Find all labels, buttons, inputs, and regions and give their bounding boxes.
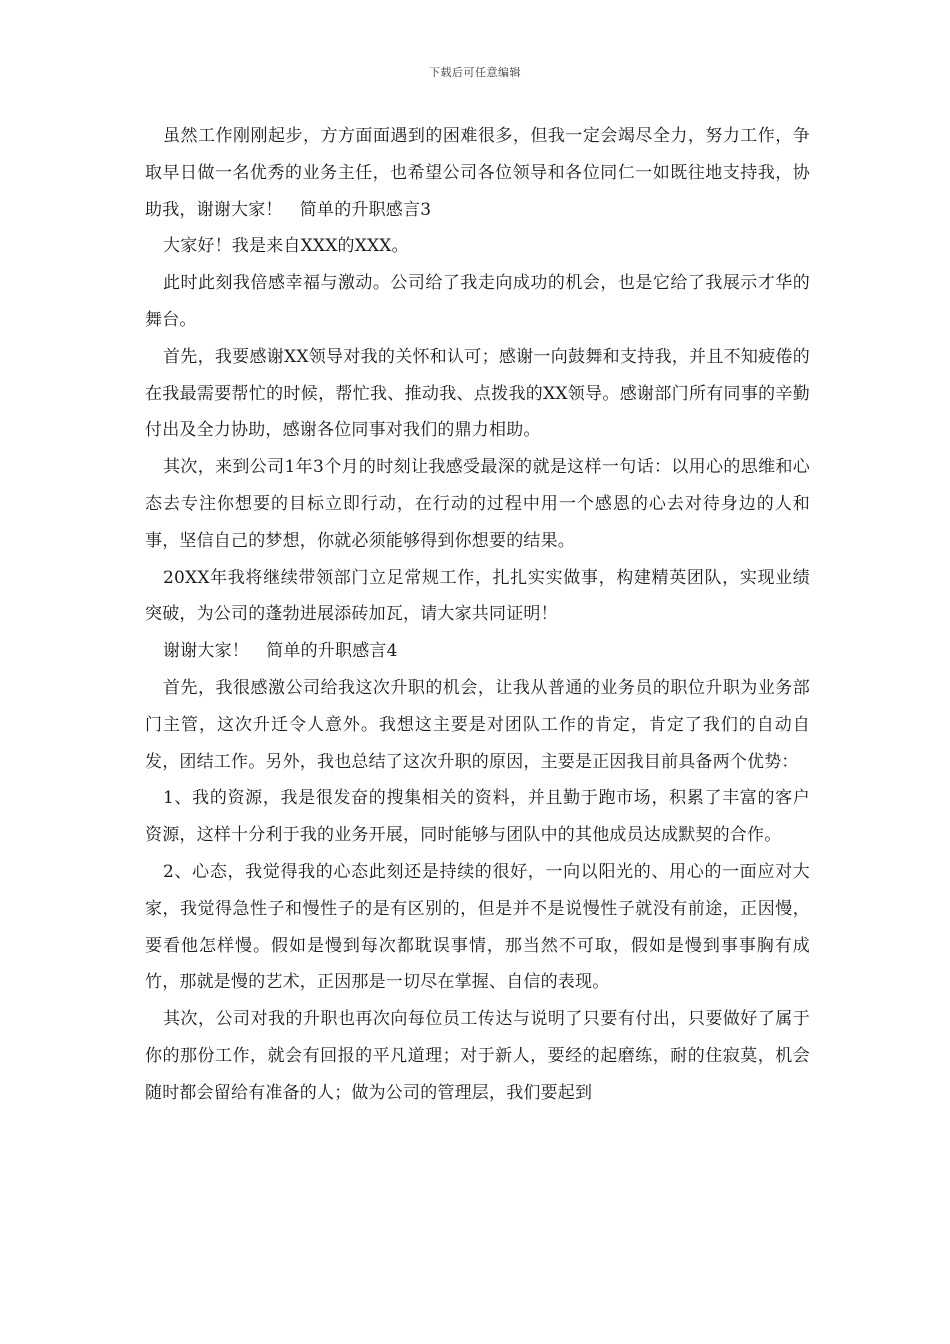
document-body: [145, 118, 810, 1112]
paragraph: 首先，我要感谢XX领导对我的关怀和认可；感谢一向鼓舞和支持我，并且不知疲倦的在我最需要帮忙的时候，帮忙我、推动我、点拨我的XX领导。感谢部门所有同事的辛勤付出及全力协助，感谢各位同事对我们的鼎力相助。: [145, 346, 810, 441]
paragraph: 谢谢大家！ 简单的升职感言4: [163, 641, 398, 662]
paragraph: 2、心态，我觉得我的心态此刻还是持续的很好，一向以阳光的、用心的一面应对大家，我觉得急性子和慢性子的是有区别的，但是并不是说慢性子就没有前途，正因慢，要看他怎样慢。假如是慢到每次都耽误事情，那当然不可取，假如是慢到事事胸有成竹，那就是慢的艺术，正因那是一切尽在掌握、自信的表现。: [145, 861, 810, 993]
page-header: 下载后可任意编辑: [429, 66, 521, 79]
paragraph: 20XX年我将继续带领部门立足常规工作，扎扎实实做事，构建精英团队，实现业绩突破，为公司的蓬勃进展添砖加瓦，请大家共同证明！: [145, 567, 810, 625]
paragraph: 大家好！我是来自XXX的XXX。: [163, 236, 409, 257]
paragraph: 其次，公司对我的升职也再次向每位员工传达与说明了只要有付出，只要做好了属于你的那份工作，就会有回报的平凡道理；对于新人，要经的起磨练，耐的住寂莫，机会随时都会留给有准备的人；做为公司的管理层，我们要起到: [145, 1009, 810, 1103]
paragraph: 首先，我很感激公司给我这次升职的机会，让我从普通的业务员的职位升职为业务部门主管，这次升迁令人意外。我想这主要是对团队工作的肯定，肯定了我们的自动自发，团结工作。另外，我也总结了这次升职的原因，主要是正因我目前具备两个优势：: [145, 677, 810, 772]
paragraph: 此时此刻我倍感幸福与激动。公司给了我走向成功的机会，也是它给了我展示才华的舞台。: [145, 273, 810, 330]
paragraph: 虽然工作刚刚起步，方方面面遇到的困难很多，但我一定会竭尽全力，努力工作，争取早日做一名优秀的业务主任，也希望公司各位领导和各位同仁一如既往地支持我，协助我，谢谢大家！ 简单的升职感言3: [145, 126, 810, 220]
paragraph: 其次，来到公司1年3个月的时刻让我感受最深的就是这样一句话：以用心的思维和心态去专注你想要的目标立即行动，在行动的过程中用一个感恩的心去对待身边的人和事，坚信自己的梦想，你就必须能够得到你想要的结果。: [145, 457, 810, 551]
paragraph: 1、我的资源，我是很发奋的搜集相关的资料，并且勤于跑市场，积累了丰富的客户资源，这样十分利于我的业务开展，同时能够与团队中的其他成员达成默契的合作。: [145, 788, 810, 846]
